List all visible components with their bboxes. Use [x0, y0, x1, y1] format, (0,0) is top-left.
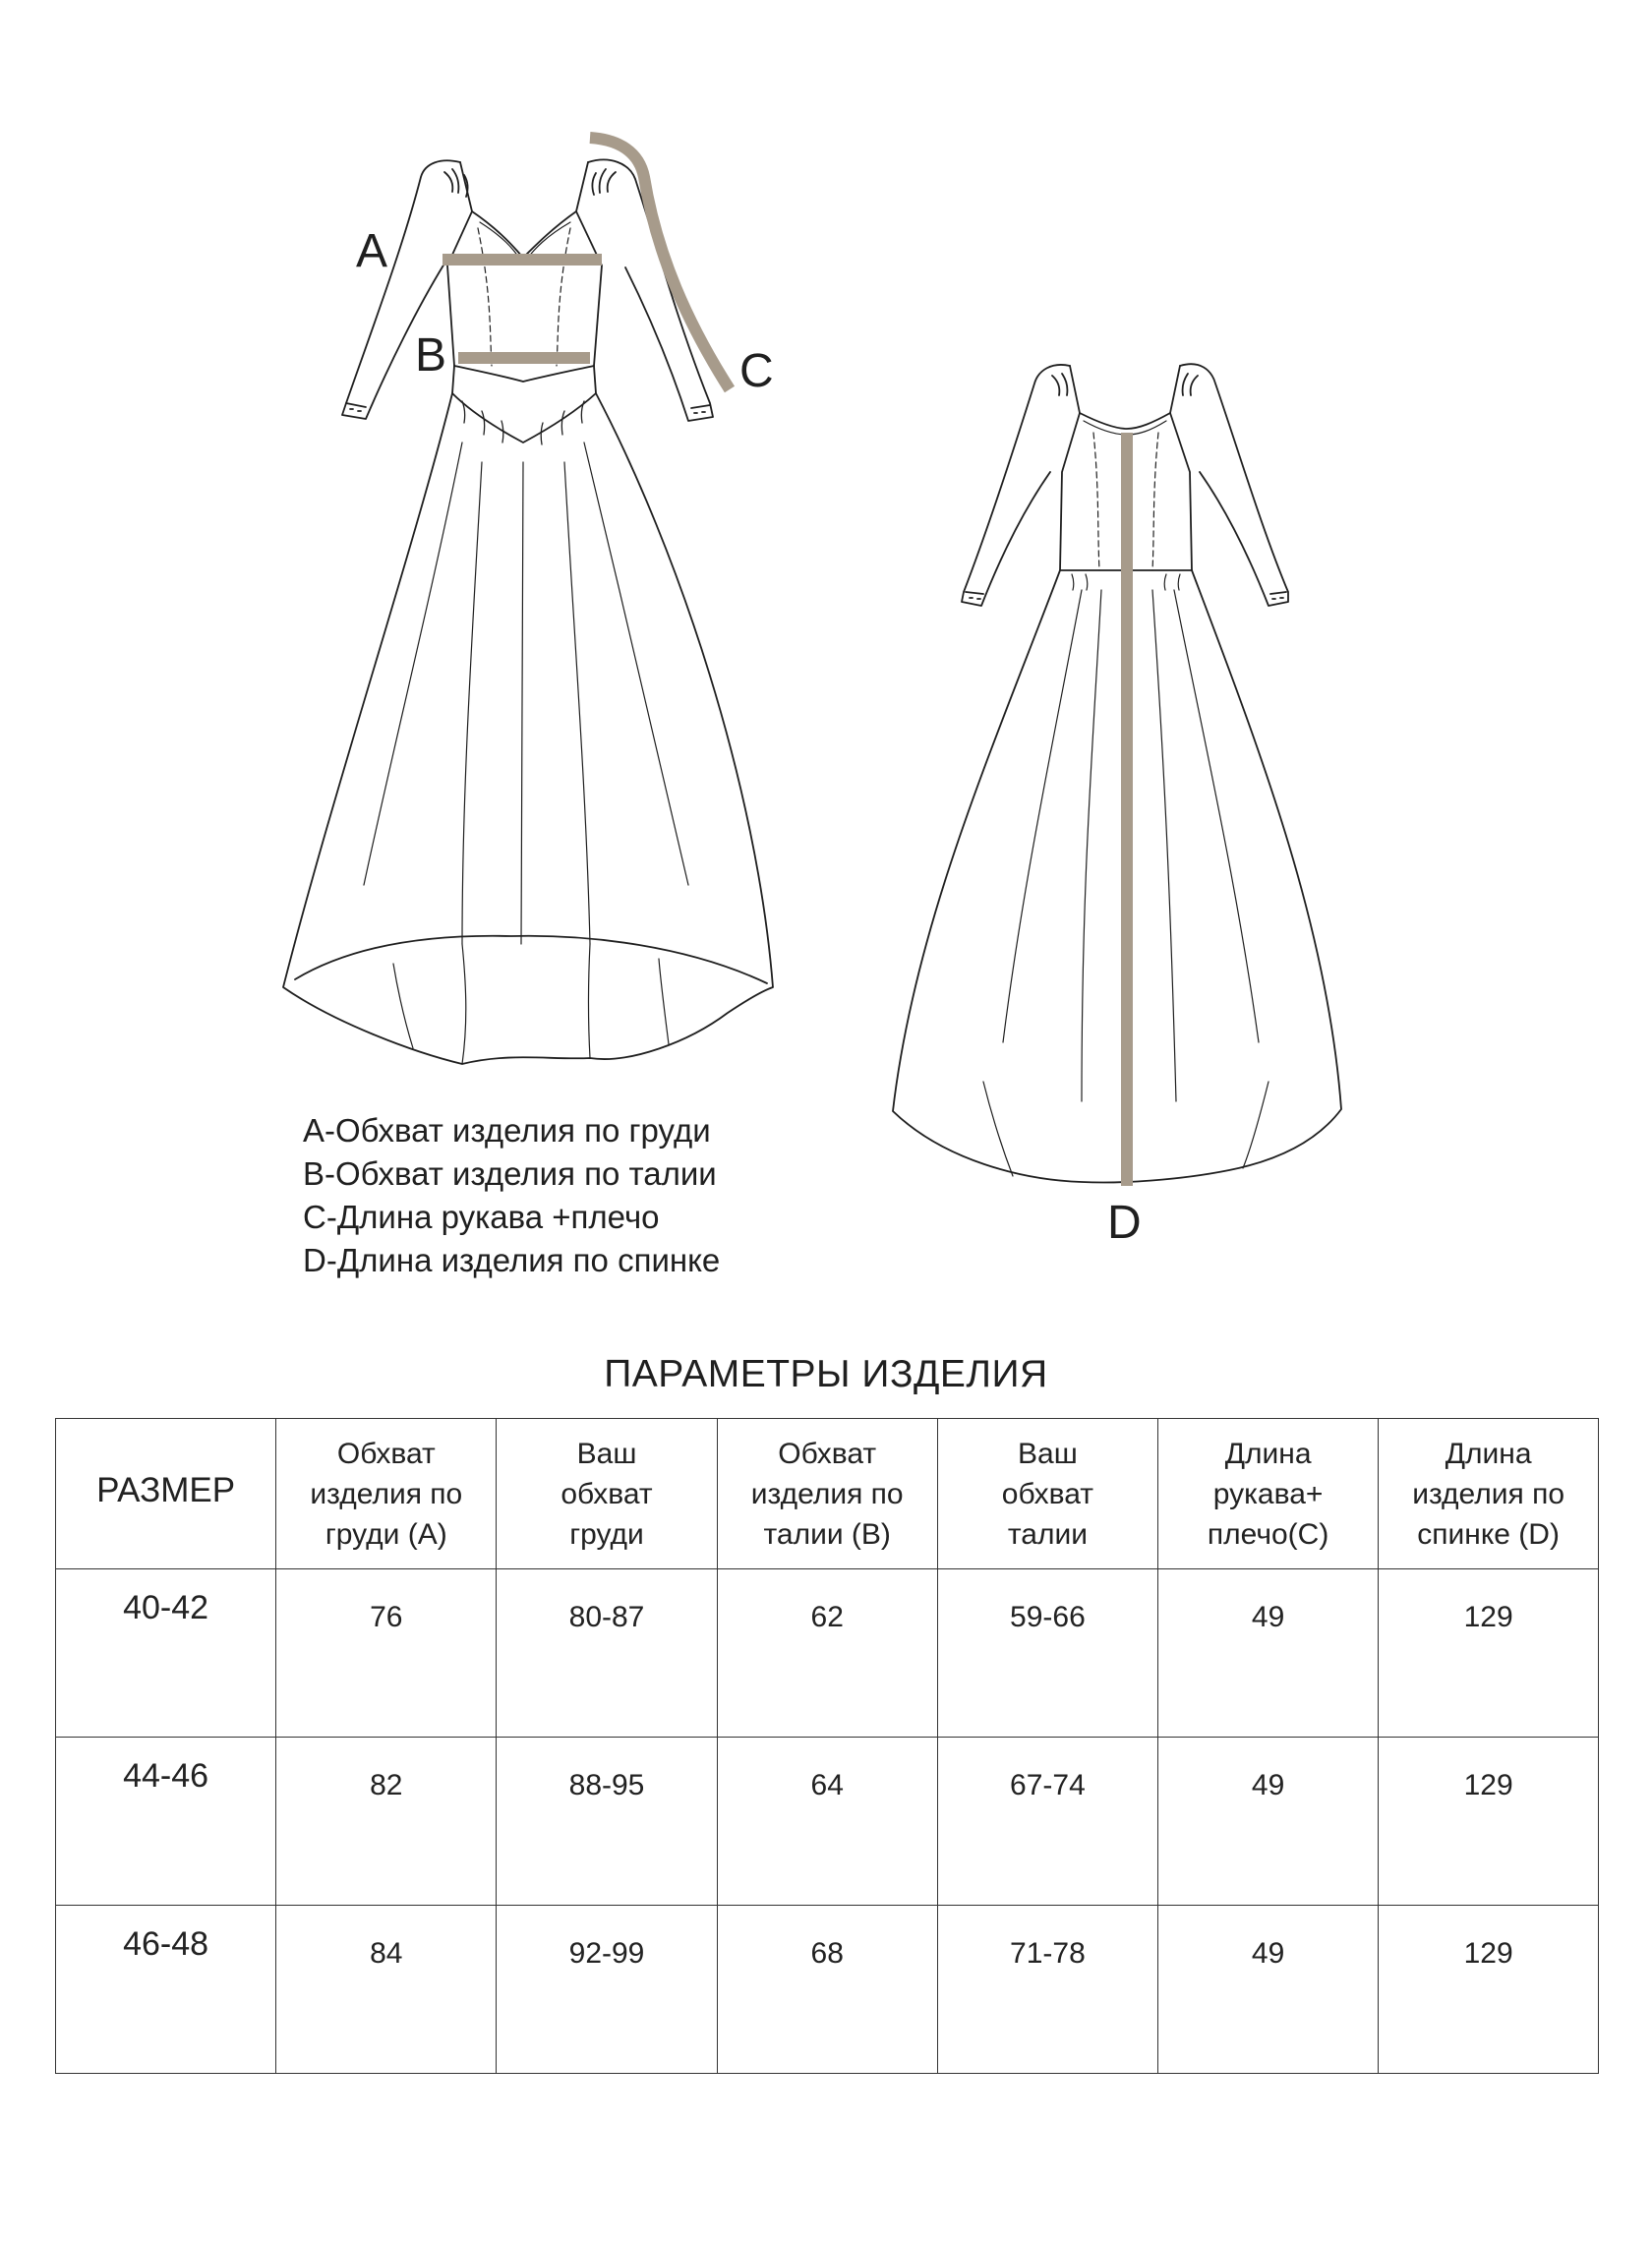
label-d: D	[1107, 1197, 1142, 1249]
table-row	[56, 1569, 1599, 1738]
cell-back-length: 129	[1379, 1906, 1599, 2074]
header-size: РАЗМЕР	[56, 1419, 276, 1569]
cell-chest-body: 92-99	[497, 1906, 717, 2074]
cell-back-length: 129	[1379, 1569, 1599, 1738]
cell-sleeve-length: 49	[1158, 1738, 1379, 1906]
cell-size: 44-46	[56, 1738, 276, 1906]
header-back-length: Длина изделия по спинке (D)	[1379, 1419, 1599, 1569]
table-header-row	[56, 1419, 1599, 1569]
legend-item-c: C-Длина рукава +плечо	[303, 1199, 660, 1235]
front-dress-drawing	[283, 159, 773, 1064]
header-chest-body: Ваш обхват груди	[497, 1419, 717, 1569]
cell-sleeve-length: 49	[1158, 1906, 1379, 2074]
cell-sleeve-length: 49	[1158, 1569, 1379, 1738]
header-sleeve-length: Длина рукава+ плечо(C)	[1158, 1419, 1379, 1569]
cell-waist-garment: 64	[717, 1738, 937, 1906]
header-waist-body: Ваш обхват талии	[937, 1419, 1157, 1569]
measurement-legend	[303, 1109, 720, 1282]
cell-waist-body: 59-66	[937, 1569, 1157, 1738]
table-title: ПАРАМЕТРЫ ИЗДЕЛИЯ	[604, 1353, 1048, 1395]
label-c: C	[739, 345, 774, 397]
cell-chest-body: 88-95	[497, 1738, 717, 1906]
legend-item-d: D-Длина изделия по спинке	[303, 1242, 721, 1278]
back-dress-drawing	[893, 364, 1341, 1182]
cell-waist-body: 67-74	[937, 1738, 1157, 1906]
cell-chest-body: 80-87	[497, 1569, 717, 1738]
header-chest-garment: Обхват изделия по груди (A)	[276, 1419, 497, 1569]
cell-size: 40-42	[56, 1569, 276, 1738]
header-waist-garment: Обхват изделия по талии (B)	[717, 1419, 937, 1569]
cell-chest-garment: 84	[276, 1906, 497, 2074]
size-parameters-table	[55, 1418, 1599, 2074]
cell-waist-body: 71-78	[937, 1906, 1157, 2074]
cell-chest-garment: 76	[276, 1569, 497, 1738]
table-row	[56, 1906, 1599, 2074]
cell-back-length: 129	[1379, 1738, 1599, 1906]
label-a: A	[356, 225, 388, 277]
legend-item-a: A-Обхват изделия по груди	[303, 1112, 711, 1149]
cell-waist-garment: 62	[717, 1569, 937, 1738]
legend-item-b: B-Обхват изделия по талии	[303, 1155, 717, 1192]
cell-waist-garment: 68	[717, 1906, 937, 2074]
cell-size: 46-48	[56, 1906, 276, 2074]
table-row	[56, 1738, 1599, 1906]
cell-chest-garment: 82	[276, 1738, 497, 1906]
label-b: B	[415, 329, 447, 382]
